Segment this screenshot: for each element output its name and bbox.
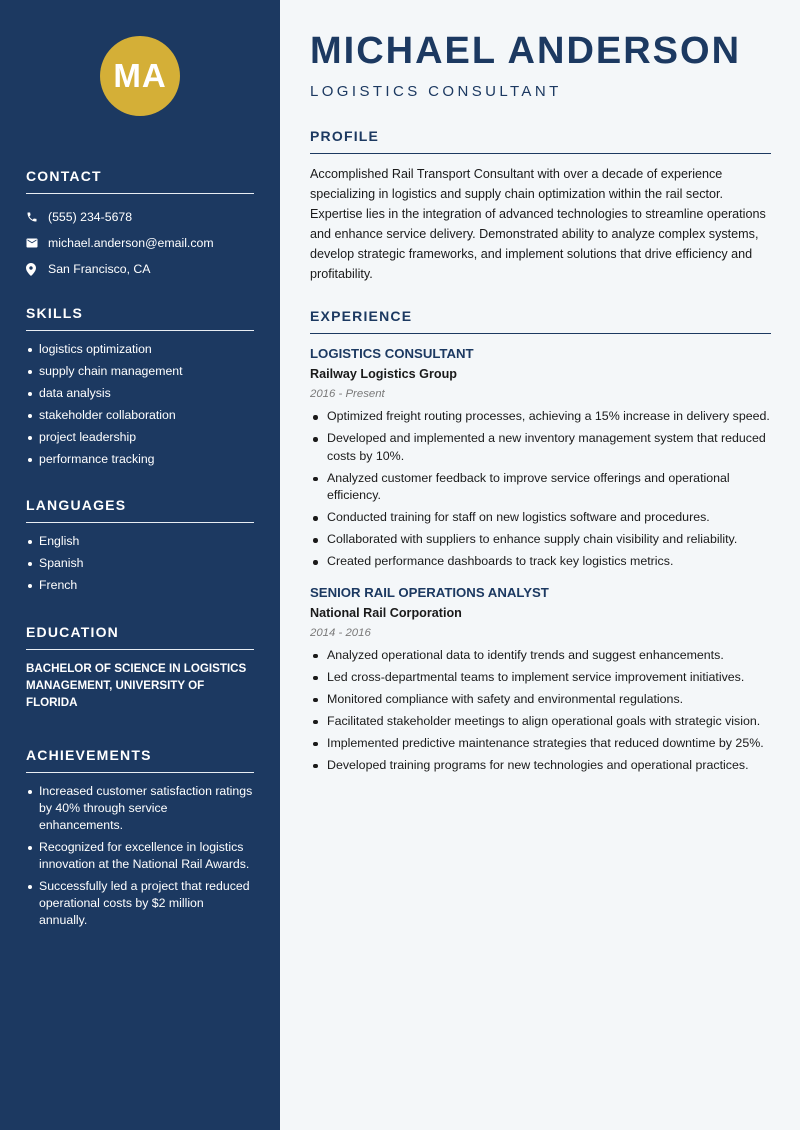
- job-bullet: Developed training programs for new technologies and operational practices.: [310, 757, 771, 775]
- contact-heading: CONTACT: [26, 168, 254, 194]
- language-item: Spanish: [26, 555, 254, 572]
- contact-location: [26, 256, 254, 282]
- job-bullet: Analyzed customer feedback to improve service offerings and operational efficiency.: [310, 470, 771, 505]
- candidate-name: MICHAEL ANDERSON: [310, 30, 742, 72]
- language-item: English: [26, 533, 254, 550]
- contact-section: [26, 168, 254, 282]
- job-bullet: Facilitated stakeholder meetings to align operational goals with strategic vision.: [310, 713, 771, 731]
- candidate-role: LOGISTICS CONSULTANT: [310, 83, 562, 100]
- experience-section: [310, 308, 771, 779]
- achievement-item: Successfully led a project that reduced operational costs by $2 million annually.: [26, 878, 254, 929]
- job-dates: 2016 - Present: [310, 388, 385, 400]
- education-degree: BACHELOR OF SCIENCE IN LOGISTICS MANAGEMENT, UNIVERSITY OF FLORIDA: [26, 662, 247, 709]
- job-entry: [310, 346, 771, 571]
- achievements-section: [26, 747, 254, 934]
- skill-item: data analysis: [26, 385, 254, 402]
- skill-item: stakeholder collaboration: [26, 407, 254, 424]
- job-bullet: Implemented predictive maintenance strategies that reduced downtime by 25%.: [310, 735, 771, 753]
- skill-item: performance tracking: [26, 451, 254, 468]
- job-bullet: Collaborated with suppliers to enhance supply chain visibility and reliability.: [310, 531, 771, 549]
- languages-list: [26, 533, 254, 594]
- skills-section: [26, 305, 254, 473]
- skill-item: project leadership: [26, 429, 254, 446]
- email-text[interactable]: michael.anderson@email.com: [48, 236, 214, 250]
- achievements-heading: ACHIEVEMENTS: [26, 747, 254, 773]
- sidebar: [0, 0, 280, 1130]
- experience-heading: EXPERIENCE: [310, 308, 771, 334]
- achievement-item: Increased customer satisfaction ratings by 40% through service enhancements.: [26, 783, 254, 834]
- contact-phone: [26, 204, 254, 230]
- avatar: [100, 36, 180, 116]
- skills-list: [26, 341, 254, 468]
- skill-item: supply chain management: [26, 363, 254, 380]
- job-bullet: Optimized freight routing processes, achieving a 15% increase in delivery speed.: [310, 408, 771, 426]
- job-bullet: Conducted training for staff on new logistics software and procedures.: [310, 509, 771, 527]
- job-dates: 2014 - 2016: [310, 626, 371, 639]
- languages-section: [26, 497, 254, 599]
- languages-heading: LANGUAGES: [26, 497, 254, 523]
- job-title: LOGISTICS CONSULTANT: [310, 346, 474, 361]
- location-pin-icon: [26, 263, 48, 276]
- phone-text: (555) 234-5678: [48, 210, 133, 224]
- education-heading: EDUCATION: [26, 624, 254, 650]
- job-bullet: Led cross-departmental teams to implement service improvement initiatives.: [310, 669, 771, 687]
- job-bullets: [310, 408, 771, 571]
- job-bullet: Monitored compliance with safety and environmental regulations.: [310, 691, 771, 709]
- achievements-list: [26, 783, 254, 929]
- education-section: [26, 624, 254, 711]
- job-bullet: Developed and implemented a new inventory management system that reduced costs by 10%.: [310, 430, 771, 465]
- job-bullet: Created performance dashboards to track key logistics metrics.: [310, 553, 771, 571]
- job-title: SENIOR RAIL OPERATIONS ANALYST: [310, 584, 549, 600]
- skill-item: logistics optimization: [26, 341, 254, 358]
- job-company: National Rail Corporation: [310, 605, 462, 620]
- profile-text: Accomplished Rail Transport Consultant with over a decade of experience specializing in logistics and supply chain optimization within the rail sector. Expertise lies in the integration of advanced technologies to streamline operations and enhance service delivery. Demonstrated ability to analyze complex systems, develop strategic frameworks, and implement solutions that drive efficiency and profitability.: [310, 167, 766, 281]
- language-item: French: [26, 577, 254, 594]
- job-company: Railway Logistics Group: [310, 367, 457, 381]
- email-icon: [26, 238, 48, 248]
- contact-email[interactable]: [26, 230, 254, 256]
- phone-icon: [26, 211, 48, 223]
- location-text: San Francisco, CA: [48, 262, 151, 276]
- job-bullets: [310, 647, 771, 775]
- achievement-item: Recognized for excellence in logistics innovation at the National Rail Awards.: [26, 839, 254, 873]
- profile-section: [310, 128, 771, 284]
- skills-heading: SKILLS: [26, 305, 254, 331]
- job-bullet: Analyzed operational data to identify trends and suggest enhancements.: [310, 647, 771, 665]
- job-entry: [310, 585, 771, 775]
- avatar-initials: MA: [113, 57, 167, 94]
- profile-heading: PROFILE: [310, 128, 771, 154]
